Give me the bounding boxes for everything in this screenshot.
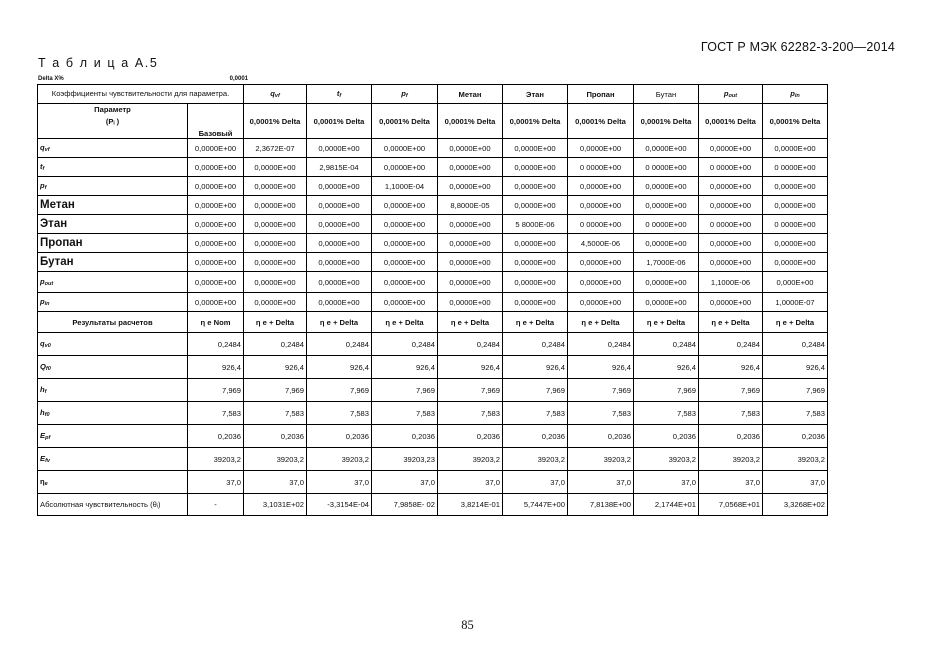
absolute-sensitivity-value: 3,1031E+02: [244, 494, 307, 516]
result-value-cell: 0,2036: [568, 425, 634, 448]
result-value-cell: 7,969: [699, 379, 763, 402]
result-value-cell: 7,969: [503, 379, 568, 402]
results-column-header: η e + Delta: [244, 312, 307, 333]
value-cell: 0,0000E+00: [307, 177, 372, 196]
result-value-cell: 7,969: [307, 379, 372, 402]
delta-value: 0,0001: [229, 76, 248, 82]
delta-header-cell: 0,0001% Delta: [438, 104, 503, 139]
column-header-cell: [699, 85, 763, 104]
value-cell: 0,0000E+00: [188, 293, 244, 312]
result-label-cell: [38, 448, 188, 471]
result-value-cell: 7,969: [244, 379, 307, 402]
value-cell: 0,0000E+00: [634, 293, 699, 312]
table-row: [38, 253, 828, 272]
result-value-cell: 0,2484: [503, 333, 568, 356]
parameter-symbol-label: (Pᵢ ): [105, 117, 120, 126]
value-cell: 0,0000E+00: [307, 272, 372, 293]
value-cell: 0,0000E+00: [634, 139, 699, 158]
result-value-cell: 0,2484: [372, 333, 438, 356]
value-cell: 0,0000E+00: [438, 215, 503, 234]
result-row: [38, 425, 828, 448]
value-cell: 0 0000E+00: [699, 158, 763, 177]
result-value-cell: 39203,2: [503, 448, 568, 471]
symbol-base: Этан: [526, 89, 544, 99]
result-value-cell: 926,4: [244, 356, 307, 379]
result-value-cell: 0,2036: [188, 425, 244, 448]
result-value-cell: 39203,2: [568, 448, 634, 471]
result-value-cell: 7,969: [763, 379, 828, 402]
value-cell: 0,0000E+00: [699, 139, 763, 158]
value-cell: 0,0000E+00: [372, 139, 438, 158]
result-value-cell: 7,969: [438, 379, 503, 402]
result-label-cell: [38, 471, 188, 494]
row-label-cell: [38, 272, 188, 293]
result-row: [38, 448, 828, 471]
symbol-base: t: [336, 89, 340, 98]
symbol-base: Пропан: [586, 89, 615, 99]
value-cell: 0,0000E+00: [244, 215, 307, 234]
results-column-header: η e Nom: [188, 312, 244, 333]
result-value-cell: 37,0: [634, 471, 699, 494]
result-value-cell: 37,0: [188, 471, 244, 494]
result-label-cell: [38, 356, 188, 379]
absolute-sensitivity-value: 7,8138E+00: [568, 494, 634, 516]
column-header-cell: [634, 85, 699, 104]
value-cell: 0,0000E+00: [503, 177, 568, 196]
value-cell: 1,7000E-06: [634, 253, 699, 272]
value-cell: 0,0000E+00: [372, 234, 438, 253]
result-value-cell: 926,4: [188, 356, 244, 379]
absolute-sensitivity-value: 7,0568E+01: [699, 494, 763, 516]
table-row: [38, 234, 828, 253]
value-cell: 0,0000E+00: [244, 196, 307, 215]
result-value-cell: 39203,2: [763, 448, 828, 471]
value-cell: 0,0000E+00: [244, 253, 307, 272]
table-row: [38, 196, 828, 215]
value-cell: 0,0000E+00: [699, 234, 763, 253]
result-label-cell: [38, 379, 188, 402]
symbol-subscript: in: [44, 301, 50, 307]
symbol-base: p: [723, 89, 729, 98]
symbol-base: q: [40, 143, 45, 152]
delta-header-cell: 0,0001% Delta: [503, 104, 568, 139]
value-cell: 0,0000E+00: [634, 234, 699, 253]
table-row: [38, 272, 828, 293]
column-header-cell: [307, 85, 372, 104]
symbol-subscript: f: [44, 389, 47, 395]
symbol-subscript: f: [405, 93, 408, 99]
value-cell: 0,0000E+00: [763, 139, 828, 158]
value-cell: 0,0000E+00: [372, 272, 438, 293]
column-header-cell: [568, 85, 634, 104]
absolute-sensitivity-label: Абсолютная чувствительность (θᵢ): [38, 494, 188, 516]
value-cell: 1,1000E-04: [372, 177, 438, 196]
results-column-header: η e + Delta: [763, 312, 828, 333]
symbol-subscript: out: [44, 281, 54, 287]
column-header-cell: [372, 85, 438, 104]
result-label-cell: [38, 333, 188, 356]
symbol-subscript: vf: [44, 147, 50, 153]
result-value-cell: 37,0: [568, 471, 634, 494]
symbol-subscript: pf: [45, 435, 51, 441]
result-value-cell: 7,969: [634, 379, 699, 402]
document-code: ГОСТ Р МЭК 62282-3-200—2014: [700, 40, 895, 54]
value-cell: 0,0000E+00: [188, 158, 244, 177]
result-value-cell: 7,583: [188, 402, 244, 425]
value-cell: 0,0000E+00: [568, 177, 634, 196]
symbol-subscript: f: [42, 166, 45, 172]
symbol-subscript: fv: [45, 458, 50, 464]
result-value-cell: 7,583: [244, 402, 307, 425]
result-label-cell: [38, 402, 188, 425]
result-value-cell: 926,4: [503, 356, 568, 379]
symbol-subscript: f: [44, 185, 47, 191]
value-cell: 0,0000E+00: [699, 293, 763, 312]
row-label-cell: [38, 253, 188, 272]
row-label-cell: [38, 234, 188, 253]
value-cell: 0,0000E+00: [372, 196, 438, 215]
absolute-sensitivity-value: 3,3268E+02: [763, 494, 828, 516]
symbol-base: h: [40, 385, 45, 394]
value-cell: 0,0000E+00: [307, 234, 372, 253]
value-cell: 0,0000E+00: [763, 253, 828, 272]
symbol-subscript: in: [794, 93, 800, 99]
delta-row: [38, 76, 248, 82]
value-cell: 0,0000E+00: [503, 272, 568, 293]
header-row-symbols: [38, 85, 828, 104]
value-cell: 0,0000E+00: [188, 234, 244, 253]
value-cell: 0 0000E+00: [634, 158, 699, 177]
result-row: [38, 402, 828, 425]
result-value-cell: 7,583: [699, 402, 763, 425]
delta-header-cell: 0,0001% Delta: [699, 104, 763, 139]
result-value-cell: 39203,2: [699, 448, 763, 471]
result-value-cell: 7,583: [568, 402, 634, 425]
symbol-base: p: [40, 297, 45, 306]
symbol-base: q: [270, 89, 275, 98]
row-label-cell: [38, 139, 188, 158]
table-row: [38, 139, 828, 158]
result-value-cell: 926,4: [634, 356, 699, 379]
column-header-cell: [438, 85, 503, 104]
result-value-cell: 0,2484: [634, 333, 699, 356]
result-value-cell: 7,583: [438, 402, 503, 425]
value-cell: 0,0000E+00: [568, 196, 634, 215]
results-column-header: η e + Delta: [568, 312, 634, 333]
value-cell: 0 0000E+00: [763, 215, 828, 234]
table-row: [38, 177, 828, 196]
result-value-cell: 926,4: [438, 356, 503, 379]
value-cell: 0,0000E+00: [568, 293, 634, 312]
result-value-cell: 39203,2: [244, 448, 307, 471]
delta-header-cell: 0,0001% Delta: [244, 104, 307, 139]
result-value-cell: 0,2036: [307, 425, 372, 448]
symbol-base: h: [40, 408, 45, 417]
coefficients-header-cell: Коэффициенты чувствительности для параметра.: [38, 85, 244, 104]
value-cell: 0,000E+00: [763, 272, 828, 293]
result-value-cell: 39203,2: [634, 448, 699, 471]
result-value-cell: 39203,23: [372, 448, 438, 471]
symbol-base: Q: [40, 362, 46, 371]
value-cell: 0,0000E+00: [188, 196, 244, 215]
symbol-subscript: f0: [44, 412, 50, 418]
result-value-cell: 926,4: [699, 356, 763, 379]
value-cell: 0,0000E+00: [438, 253, 503, 272]
results-header-row: [38, 312, 828, 333]
value-cell: 0,0000E+00: [244, 234, 307, 253]
value-cell: 0 0000E+00: [699, 215, 763, 234]
value-cell: 0,0000E+00: [244, 293, 307, 312]
value-cell: 0,0000E+00: [307, 196, 372, 215]
result-value-cell: 926,4: [372, 356, 438, 379]
value-cell: 5 8000E-06: [503, 215, 568, 234]
value-cell: 0,0000E+00: [438, 177, 503, 196]
result-row: [38, 379, 828, 402]
value-cell: 0,0000E+00: [372, 253, 438, 272]
absolute-sensitivity-value: 5,7447E+00: [503, 494, 568, 516]
symbol-base: E: [40, 431, 46, 440]
result-value-cell: 926,4: [763, 356, 828, 379]
symbol-base: p: [790, 89, 795, 98]
result-value-cell: 39203,2: [438, 448, 503, 471]
result-value-cell: 7,969: [372, 379, 438, 402]
value-cell: 0,0000E+00: [568, 139, 634, 158]
value-cell: 0,0000E+00: [438, 139, 503, 158]
symbol-subscript: f: [339, 93, 342, 99]
value-cell: 0,0000E+00: [244, 272, 307, 293]
value-cell: 0,0000E+00: [503, 139, 568, 158]
value-cell: 0,0000E+00: [763, 177, 828, 196]
delta-header-cell: 0,0001% Delta: [372, 104, 438, 139]
results-column-header: η e + Delta: [372, 312, 438, 333]
result-value-cell: 0,2036: [372, 425, 438, 448]
result-value-cell: 39203,2: [188, 448, 244, 471]
value-cell: 0,0000E+00: [188, 215, 244, 234]
value-cell: 0,0000E+00: [438, 158, 503, 177]
sensitivity-table: [37, 84, 828, 516]
base-header-cell: Базовый: [188, 104, 244, 139]
value-cell: 0,0000E+00: [307, 215, 372, 234]
value-cell: 0,0000E+00: [503, 234, 568, 253]
results-column-header: η e + Delta: [699, 312, 763, 333]
result-label-cell: [38, 425, 188, 448]
page-number: 85: [461, 618, 474, 632]
value-cell: 0,0000E+00: [307, 293, 372, 312]
symbol-base: Этан: [40, 218, 68, 230]
symbol-base: p: [40, 277, 45, 286]
result-value-cell: 37,0: [763, 471, 828, 494]
result-value-cell: 0,2036: [438, 425, 503, 448]
absolute-sensitivity-value: 2,1744E+01: [634, 494, 699, 516]
delta-header-cell: 0,0001% Delta: [307, 104, 372, 139]
row-label-cell: [38, 293, 188, 312]
results-column-header: η e + Delta: [307, 312, 372, 333]
value-cell: 0,0000E+00: [372, 158, 438, 177]
delta-header-cell: 0,0001% Delta: [634, 104, 699, 139]
symbol-base: Метан: [40, 199, 75, 211]
result-value-cell: 7,583: [763, 402, 828, 425]
parameter-header-cell: [38, 104, 188, 139]
value-cell: 0,0000E+00: [307, 139, 372, 158]
row-label-cell: [38, 177, 188, 196]
column-header-cell: [503, 85, 568, 104]
results-label-cell: Результаты расчетов: [38, 312, 188, 333]
table-row: [38, 158, 828, 177]
result-value-cell: 0,2484: [244, 333, 307, 356]
value-cell: 0,0000E+00: [244, 158, 307, 177]
value-cell: 0,0000E+00: [503, 293, 568, 312]
result-value-cell: 0,2484: [568, 333, 634, 356]
result-value-cell: 37,0: [438, 471, 503, 494]
result-value-cell: 0,2036: [699, 425, 763, 448]
value-cell: 0,0000E+00: [188, 272, 244, 293]
symbol-base: Бутан: [655, 89, 677, 99]
column-header-cell: [244, 85, 307, 104]
value-cell: 1,0000E-07: [763, 293, 828, 312]
value-cell: 0,0000E+00: [438, 293, 503, 312]
symbol-base: p: [40, 181, 45, 190]
value-cell: 0 0000E+00: [568, 158, 634, 177]
result-value-cell: 37,0: [699, 471, 763, 494]
value-cell: 4,5000E-06: [568, 234, 634, 253]
result-value-cell: 37,0: [372, 471, 438, 494]
value-cell: 0,0000E+00: [503, 196, 568, 215]
value-cell: 0,0000E+00: [699, 177, 763, 196]
result-value-cell: 926,4: [307, 356, 372, 379]
column-header-cell: [763, 85, 828, 104]
value-cell: 8,8000E-05: [438, 196, 503, 215]
absolute-sensitivity-value: 3,8214E-01: [438, 494, 503, 516]
symbol-subscript: e: [44, 481, 48, 487]
header-row-delta: [38, 104, 828, 139]
result-value-cell: 7,969: [568, 379, 634, 402]
symbol-base: Пропан: [40, 237, 83, 249]
parameter-header-label: Параметр: [94, 105, 131, 114]
results-column-header: η e + Delta: [634, 312, 699, 333]
row-label-cell: [38, 196, 188, 215]
result-value-cell: 7,583: [634, 402, 699, 425]
result-value-cell: 0,2484: [188, 333, 244, 356]
value-cell: 0 0000E+00: [634, 215, 699, 234]
value-cell: 1,1000E-06: [699, 272, 763, 293]
result-value-cell: 37,0: [503, 471, 568, 494]
result-value-cell: 0,2036: [634, 425, 699, 448]
row-label-cell: [38, 215, 188, 234]
absolute-sensitivity-value: -: [188, 494, 244, 516]
symbol-base: Метан: [458, 89, 482, 99]
result-value-cell: 0,2484: [699, 333, 763, 356]
symbol-subscript: vf: [274, 93, 280, 99]
result-value-cell: 0,2484: [763, 333, 828, 356]
table-title: Т а б л и ц а А.5: [38, 56, 159, 70]
delta-label: Delta X%: [38, 76, 64, 82]
value-cell: 0,0000E+00: [244, 177, 307, 196]
result-value-cell: 0,2484: [438, 333, 503, 356]
value-cell: 0,0000E+00: [568, 272, 634, 293]
results-column-header: η e + Delta: [503, 312, 568, 333]
results-column-header: η e + Delta: [438, 312, 503, 333]
result-value-cell: 0,2036: [503, 425, 568, 448]
value-cell: 0,0000E+00: [699, 196, 763, 215]
value-cell: 0,0000E+00: [699, 253, 763, 272]
delta-header-cell: 0,0001% Delta: [568, 104, 634, 139]
result-value-cell: 0,2484: [307, 333, 372, 356]
value-cell: 0,0000E+00: [503, 158, 568, 177]
result-row: [38, 333, 828, 356]
result-value-cell: 7,969: [188, 379, 244, 402]
symbol-base: E: [40, 454, 46, 463]
symbol-base: η: [40, 477, 45, 486]
symbol-base: t: [40, 162, 43, 171]
value-cell: 0,0000E+00: [188, 139, 244, 158]
result-value-cell: 7,583: [372, 402, 438, 425]
value-cell: 0 0000E+00: [568, 215, 634, 234]
row-label-cell: [38, 158, 188, 177]
value-cell: 0,0000E+00: [188, 177, 244, 196]
value-cell: 0,0000E+00: [438, 234, 503, 253]
result-value-cell: 7,583: [503, 402, 568, 425]
symbol-subscript: out: [728, 93, 738, 99]
value-cell: 0 0000E+00: [763, 158, 828, 177]
symbol-base: Бутан: [40, 256, 74, 268]
result-value-cell: 37,0: [244, 471, 307, 494]
result-value-cell: 39203,2: [307, 448, 372, 471]
absolute-sensitivity-value: 7,9858E- 02: [372, 494, 438, 516]
value-cell: 0,0000E+00: [372, 293, 438, 312]
value-cell: 0,0000E+00: [763, 234, 828, 253]
value-cell: 0,0000E+00: [634, 272, 699, 293]
result-value-cell: 926,4: [568, 356, 634, 379]
value-cell: 0,0000E+00: [634, 196, 699, 215]
value-cell: 0,0000E+00: [307, 253, 372, 272]
absolute-sensitivity-row: [38, 494, 828, 516]
value-cell: 0,0000E+00: [634, 177, 699, 196]
result-value-cell: 37,0: [307, 471, 372, 494]
result-value-cell: 7,583: [307, 402, 372, 425]
result-row: [38, 471, 828, 494]
symbol-base: p: [401, 89, 406, 98]
result-value-cell: 0,2036: [763, 425, 828, 448]
table-row: [38, 215, 828, 234]
symbol-subscript: f0: [45, 366, 51, 372]
value-cell: 0,0000E+00: [372, 215, 438, 234]
result-value-cell: 0,2036: [244, 425, 307, 448]
symbol-base: q: [40, 339, 45, 348]
value-cell: 0,0000E+00: [568, 253, 634, 272]
value-cell: 0,0000E+00: [503, 253, 568, 272]
result-row: [38, 356, 828, 379]
absolute-sensitivity-value: -3,3154E-04: [307, 494, 372, 516]
delta-header-cell: 0,0001% Delta: [763, 104, 828, 139]
symbol-subscript: v0: [44, 343, 51, 349]
value-cell: 2,3672E-07: [244, 139, 307, 158]
table-row: [38, 293, 828, 312]
value-cell: 0,0000E+00: [763, 196, 828, 215]
value-cell: 0,0000E+00: [438, 272, 503, 293]
value-cell: 0,0000E+00: [188, 253, 244, 272]
value-cell: 2,9815E-04: [307, 158, 372, 177]
